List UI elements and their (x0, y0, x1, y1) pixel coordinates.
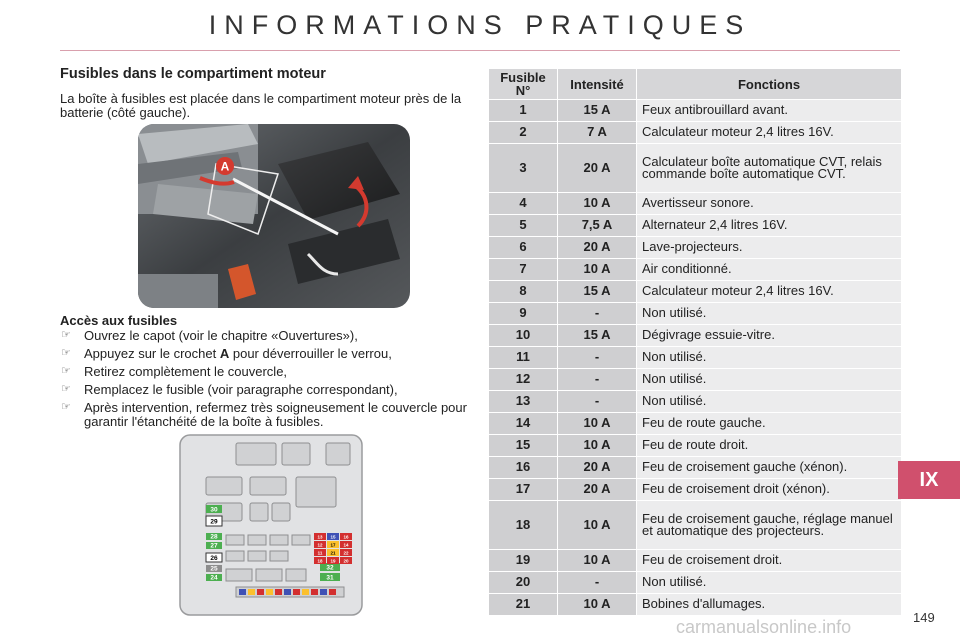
access-steps (60, 329, 480, 433)
pointing-hand-icon: ☞ (61, 365, 71, 377)
fuse-number-cell: 21 (489, 594, 558, 616)
fuse-number-cell: 1 (489, 100, 558, 122)
intensity-cell: 10 A (558, 594, 637, 616)
fuse-number-cell: 6 (489, 237, 558, 259)
table-row (489, 479, 902, 501)
step-text: Appuyez sur le crochet (84, 346, 220, 361)
intro-paragraph: La boîte à fusibles est placée dans le compartiment moteur près de la batterie (côté gauche). (60, 91, 462, 120)
function-cell: Bobines d'allumages. (637, 594, 902, 616)
intensity-cell: 20 A (558, 237, 637, 259)
fuse-label: 17 (330, 542, 336, 548)
fuse-number-cell: 2 (489, 122, 558, 144)
fuse-number-cell: 17 (489, 479, 558, 501)
fuse-label: 27 (210, 542, 218, 550)
intensity-cell: 10 A (558, 193, 637, 215)
fuse-number-cell: 13 (489, 391, 558, 413)
access-heading: Accès aux fusibles (60, 313, 178, 328)
table-row (489, 501, 902, 550)
function-cell: Non utilisé. (637, 347, 902, 369)
watermark: carmanualsonline.info (676, 617, 852, 637)
fuse-number-cell: 14 (489, 413, 558, 435)
fuse-number-cell: 20 (489, 572, 558, 594)
table-row (489, 193, 902, 215)
function-cell: Lave-projecteurs. (637, 237, 902, 259)
fuse-number-cell: 12 (489, 369, 558, 391)
function-cell: Avertisseur sonore. (637, 193, 902, 215)
table-row (489, 303, 902, 325)
table-row (489, 457, 902, 479)
fuse-number-cell: 18 (489, 501, 558, 550)
section-heading: Fusibles dans le compartiment moteur (60, 66, 326, 82)
step-item (60, 347, 480, 361)
intensity-cell: 15 A (558, 325, 637, 347)
function-cell: Feux antibrouillard avant. (637, 100, 902, 122)
table-row (489, 325, 902, 347)
intensity-cell: 20 A (558, 144, 637, 193)
fuse-number-cell: 9 (489, 303, 558, 325)
step-text: Ouvrez le capot (voir le chapitre «Ouvertures»), (84, 328, 358, 343)
intensity-cell: - (558, 347, 637, 369)
pointing-hand-icon: ☞ (61, 347, 71, 359)
intensity-cell: 10 A (558, 501, 637, 550)
step-text: Après intervention, refermez très soigneusement le couvercle pour garantir l'étanchéité de la boîte à fusibles. (84, 400, 467, 429)
intensity-cell: 10 A (558, 435, 637, 457)
function-cell: Feu de croisement gauche (xénon). (637, 457, 902, 479)
intensity-cell: 10 A (558, 550, 637, 572)
fuse-label: 15 (330, 534, 336, 540)
fuse-number-cell: 10 (489, 325, 558, 347)
intensity-cell: 15 A (558, 100, 637, 122)
table-row (489, 369, 902, 391)
step-item (60, 401, 480, 428)
intensity-cell: 7 A (558, 122, 637, 144)
function-cell: Feu de croisement gauche, réglage manuel et automatique des projecteurs. (637, 501, 902, 550)
column-header-functions: Fonctions (637, 69, 902, 100)
function-cell: Feu de route droit. (637, 435, 902, 457)
table-row (489, 281, 902, 303)
fuse-label: 16 (343, 534, 349, 540)
function-cell: Calculateur moteur 2,4 litres 16V. (637, 122, 902, 144)
table-row (489, 347, 902, 369)
intensity-cell: - (558, 369, 637, 391)
table-row (489, 122, 902, 144)
column-header-fuse-number: Fusible N° (489, 69, 558, 100)
function-cell: Non utilisé. (637, 369, 902, 391)
column-header-intensity: Intensité (558, 69, 637, 100)
step-text: Retirez complètement le couvercle, (84, 364, 288, 379)
table-row (489, 215, 902, 237)
pointing-hand-icon: ☞ (61, 401, 71, 413)
fuse-table (488, 68, 902, 616)
fuse-label: 12 (317, 542, 323, 548)
fuse-number-cell: 4 (489, 193, 558, 215)
fuse-number-cell: 19 (489, 550, 558, 572)
function-cell: Dégivrage essuie-vitre. (637, 325, 902, 347)
fuse-label: 22 (343, 550, 349, 556)
function-cell: Air conditionné. (637, 259, 902, 281)
fuse-label: 19 (330, 558, 336, 564)
step-text: pour déverrouiller le verrou, (229, 346, 392, 361)
function-cell: Non utilisé. (637, 391, 902, 413)
fuse-label: 31 (326, 574, 334, 582)
fuse-box-diagram (178, 433, 364, 617)
fuse-label: 24 (210, 574, 218, 582)
fuse-label: 13 (317, 534, 323, 540)
fuse-number-cell: 8 (489, 281, 558, 303)
table-row (489, 391, 902, 413)
fuse-label: 28 (210, 533, 218, 541)
intensity-cell: 15 A (558, 281, 637, 303)
chapter-tab: IX (898, 461, 960, 499)
table-row (489, 259, 902, 281)
table-row (489, 413, 902, 435)
table-row (489, 572, 902, 594)
fuse-label: 32 (326, 564, 334, 572)
fuse-label: 25 (210, 565, 218, 573)
function-cell: Non utilisé. (637, 303, 902, 325)
function-cell: Feu de route gauche. (637, 413, 902, 435)
fuse-number-cell: 3 (489, 144, 558, 193)
intensity-cell: 20 A (558, 479, 637, 501)
fuse-number-cell: 5 (489, 215, 558, 237)
table-header-row (489, 69, 902, 100)
table-row (489, 594, 902, 616)
function-cell: Feu de croisement droit (xénon). (637, 479, 902, 501)
fuse-table-body (489, 100, 902, 616)
step-item (60, 329, 480, 343)
table-row (489, 100, 902, 122)
pointing-hand-icon: ☞ (61, 383, 71, 395)
photo-label-a: A (220, 159, 230, 174)
fuse-box-drawing (178, 433, 364, 617)
step-bold-text: A (219, 346, 230, 361)
table-row (489, 144, 902, 193)
fuse-label: 21 (330, 550, 336, 556)
fuse-number-cell: 7 (489, 259, 558, 281)
page-number: 149 (913, 610, 935, 625)
intensity-cell: 20 A (558, 457, 637, 479)
table-row (489, 237, 902, 259)
function-cell: Alternateur 2,4 litres 16V. (637, 215, 902, 237)
intensity-cell: - (558, 572, 637, 594)
fuse-number-cell: 11 (489, 347, 558, 369)
intensity-cell: - (558, 303, 637, 325)
table-row (489, 435, 902, 457)
step-text: Remplacez le fusible (voir paragraphe correspondant), (84, 382, 398, 397)
fuse-label: 30 (210, 506, 218, 514)
fuse-label: 29 (210, 518, 218, 526)
function-cell: Non utilisé. (637, 572, 902, 594)
table-row (489, 550, 902, 572)
function-cell: Calculateur moteur 2,4 litres 16V. (637, 281, 902, 303)
fuse-number-cell: 16 (489, 457, 558, 479)
fuse-label: 18 (317, 558, 323, 564)
intensity-cell: 10 A (558, 413, 637, 435)
fuse-label: 20 (343, 558, 349, 564)
function-cell: Feu de croisement droit. (637, 550, 902, 572)
function-cell: Calculateur boîte automatique CVT, relais commande boîte automatique CVT. (637, 144, 902, 193)
intensity-cell: - (558, 391, 637, 413)
intensity-cell: 7,5 A (558, 215, 637, 237)
engine-fuse-box-photo (138, 124, 410, 308)
step-item (60, 383, 480, 397)
intensity-cell: 10 A (558, 259, 637, 281)
page-title: INFORMATIONS PRATIQUES (208, 10, 752, 40)
pointing-hand-icon: ☞ (61, 329, 71, 341)
title-divider (60, 50, 900, 51)
fuse-number-cell: 15 (489, 435, 558, 457)
engine-photo-illustration (138, 124, 410, 308)
fuse-label: 14 (343, 542, 349, 548)
fuse-label: 11 (317, 550, 323, 556)
fuse-label: 26 (210, 555, 218, 562)
step-item (60, 365, 480, 379)
